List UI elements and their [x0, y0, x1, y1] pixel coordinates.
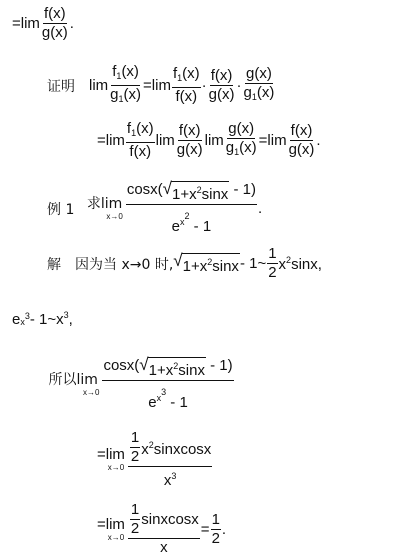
ask-lim-text: 求lim [86, 196, 123, 212]
denominator: $x^3$ [163, 471, 177, 489]
formula-line-1 [12, 6, 74, 41]
denominator: 2 [268, 264, 277, 281]
fraction-f1-f [172, 66, 201, 105]
proof-label: 证明 [47, 78, 75, 95]
lim-text: =lim [12, 15, 40, 32]
e-base: e [12, 310, 21, 328]
step-2-line [97, 430, 213, 489]
fraction-f-g [208, 68, 236, 103]
denominator: $e^{x^2} - 1$ [171, 211, 212, 235]
fraction [126, 180, 257, 237]
numerator: g(x) [245, 65, 272, 82]
tail-text: $x^2\sin x$, [278, 254, 322, 273]
lim-text: lim [89, 77, 109, 94]
limit-subscript: x→0 [107, 463, 125, 472]
sqrt: √ $1+x^2\sin x$ [173, 251, 239, 275]
lim-text: lim [155, 132, 175, 149]
denominator: x [160, 539, 168, 556]
period: . [221, 520, 227, 538]
equivalence-text: - 1~ [239, 255, 267, 272]
fraction-g-g1 [242, 66, 275, 105]
numerator: f(x) [178, 122, 201, 139]
e-equivalence-line [12, 310, 73, 328]
fraction [41, 6, 69, 41]
lim-text: =lim [97, 515, 125, 533]
half-fraction [267, 246, 277, 281]
equals-sign: = [200, 520, 210, 538]
sqrt: √ $1+x^2\sin x$ [139, 355, 205, 379]
proof-line-2 [97, 121, 321, 160]
numerator: f(x) [290, 122, 313, 139]
limit-subscript: x→0 [107, 532, 125, 542]
therefore-lim-text: 所以lim [48, 372, 98, 388]
equivalence-text: - $1\sim x^3$, [29, 310, 73, 328]
denominator: f(x) [129, 143, 152, 160]
denominator: g(x) [208, 86, 235, 103]
period: . [316, 132, 321, 149]
fraction [128, 502, 200, 556]
lim-text: lim [204, 132, 224, 149]
example-line [47, 180, 262, 237]
denominator: $g_1(x)$ [243, 84, 275, 102]
numerator: cosx( √ $1+x^2\sin x$ - 1) [103, 355, 233, 379]
fraction-f1-g1 [109, 64, 142, 107]
lim-text: =lim [97, 132, 125, 149]
lim-text: =lim [97, 446, 125, 463]
half-fraction: 1 2 [130, 501, 140, 537]
denominator: $g_1(x)$ [225, 139, 257, 157]
e-exponent: $x^3$ [20, 311, 30, 327]
numerator: $f_1(x)$ [126, 121, 155, 143]
denominator: g(x) [41, 24, 68, 41]
solution-line [47, 246, 322, 281]
limit-operator [86, 196, 122, 221]
limit-operator [97, 447, 125, 472]
numerator: $f_1(x)$ [111, 64, 140, 86]
lim-text: =lim [143, 77, 171, 94]
fraction [102, 356, 233, 413]
numerator: f(x) [44, 5, 66, 22]
step-3-line [97, 502, 226, 556]
solution-label: 解 [47, 256, 61, 273]
result-fraction [211, 512, 221, 547]
fraction [128, 430, 212, 489]
half-fraction: 1 2 [130, 429, 140, 465]
limit-operator [97, 517, 125, 542]
therefore-line [47, 356, 235, 413]
denominator: g(x) [176, 141, 203, 158]
dot: · [201, 77, 207, 94]
denominator: 2 [211, 529, 220, 547]
fraction-g-g1 [225, 121, 258, 160]
fraction-f-g [288, 123, 316, 158]
denominator: f(x) [175, 88, 198, 105]
numerator: cosx( √ $1+x^2\sin x$ - 1) [126, 179, 256, 203]
period: . [257, 200, 263, 217]
fraction-f1-f [126, 121, 155, 160]
numerator: 1 [211, 510, 220, 528]
numerator: 1 2 $x^2sinxcosx$ [128, 430, 212, 467]
numerator: 1 [268, 245, 277, 262]
example-label: 例 1 [47, 201, 75, 218]
proof-line [47, 64, 276, 107]
numerator: g(x) [228, 120, 255, 137]
dot: · [236, 77, 242, 94]
limit-operator [47, 372, 99, 397]
denominator: g(x) [288, 141, 315, 158]
period: . [69, 15, 74, 32]
sqrt: √ $1+x^2\sin x$ [162, 179, 229, 203]
lim-text: =lim [258, 132, 287, 149]
numerator: $f_1(x)$ [172, 66, 201, 88]
limit-subscript: x→0 [83, 388, 100, 397]
limit-subscript: x→0 [106, 212, 123, 221]
fraction-f-g [176, 123, 204, 158]
numerator: 1 2 sinxcosx [128, 502, 200, 539]
solution-text: 因为当 x→0 时, [75, 256, 174, 273]
denominator: $e^{x^3} - 1$ [148, 387, 188, 411]
denominator: $g_1(x)$ [110, 86, 142, 104]
numerator: f(x) [210, 67, 233, 84]
